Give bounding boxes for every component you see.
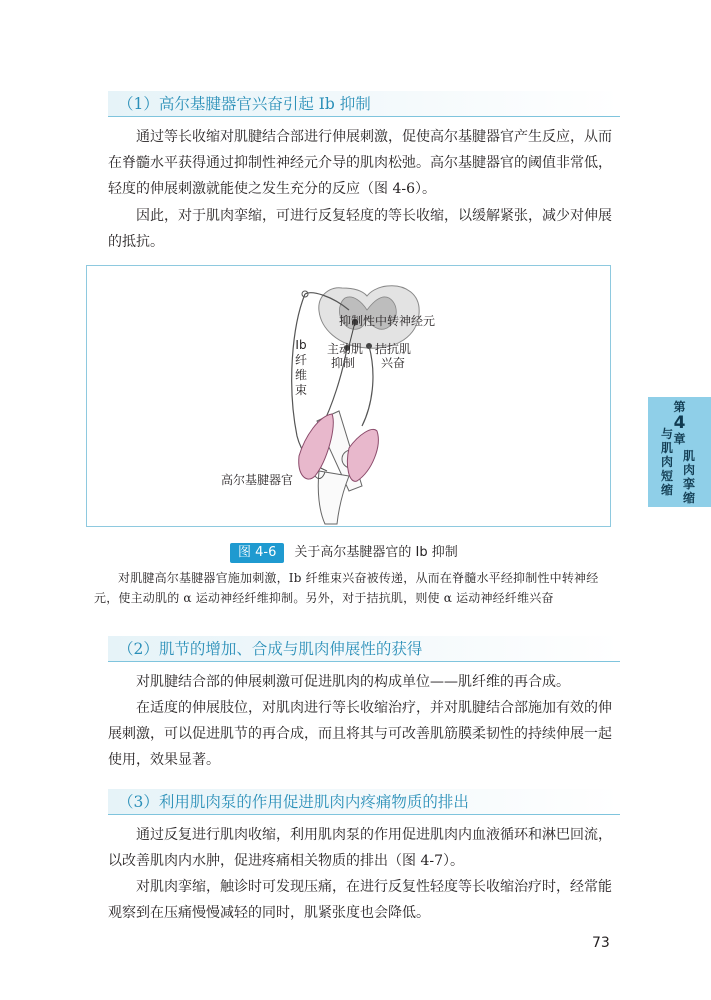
caption-tag: 图 4-6 — [230, 543, 284, 563]
section3-para2: 对肌肉挛缩，触诊时可发现压痛，在进行反复性轻度等长收缩治疗时，经常能观察到在压痛慢慢减轻的同时，肌紧张度也会降低。 — [108, 879, 612, 921]
caption-title: 关于高尔基腱器官的 Ib 抑制 — [294, 545, 458, 560]
antagonist-nerve — [362, 346, 373, 426]
figure-4-6 — [86, 265, 611, 527]
page-number: 73 — [592, 935, 610, 951]
section3-para1: 通过反复进行肌肉收缩，利用肌肉泵的作用促进肌肉内血液循环和淋巴回流，以改善肌肉内水肿，促进疼痛相关物质的排出（图 4-7）。 — [108, 827, 612, 869]
label-antagonist-2: 兴奋 — [381, 356, 406, 370]
label-agonist-2: 抑制 — [331, 356, 356, 370]
label-ib-fiber: Ib纤维束 — [294, 338, 307, 397]
section1-para1: 通过等长收缩对肌腱结合部进行伸展刺激，促使高尔基腱器官产生反应，从而在脊髓水平获得通过抑制性神经元介导的肌肉松弛。高尔基腱器官的阈值非常低，轻度的伸展刺激就能使之发生充分的反应（图 4-6）。 — [108, 129, 612, 197]
chapter-title-left: 与肌肉短缩 — [660, 427, 673, 497]
antagonist-muscle — [347, 430, 378, 482]
label-agonist-1: 主动肌 — [327, 342, 364, 356]
bone-lower — [318, 471, 349, 524]
section1-heading: （1）高尔基腱器官兴奋引起 Ib 抑制 — [108, 91, 620, 117]
label-interneuron: 抑制性中转神经元 — [339, 314, 436, 328]
section2-para2: 在适度的伸展肢位，对肌肉进行等长收缩治疗，并对肌腱结合部施加有效的伸展刺激，可以促进肌节的再合成，而且将其与可改善肌筋膜柔韧性的持续伸展一起使用，效果显著。 — [108, 700, 612, 768]
section2-para1: 对肌腱结合部的伸展刺激可促进肌肉的构成单位——肌纤维的再合成。 — [136, 674, 570, 690]
chapter-side-tab — [648, 397, 711, 507]
caption-description: 对肌腱高尔基腱器官施加刺激，Ib 纤维束兴奋被传递，从而在脊髓水平经抑制性中转神经元，使主动肌的 α 运动神经纤维抑制。另外，对于拮抗肌，则使 α 运动神经纤维兴奋 — [94, 571, 599, 605]
chapter-title-right: 肌肉挛缩 — [682, 449, 695, 505]
figure-caption — [230, 543, 458, 563]
agonist-muscle — [299, 414, 334, 479]
section2-heading: （2）肌节的增加、合成与肌肉伸展性的获得 — [108, 636, 620, 662]
section3-heading: （3）利用肌肉泵的作用促进肌肉内疼痛物质的排出 — [108, 789, 620, 815]
chapter-number: 第 4 章 — [673, 400, 686, 446]
label-antagonist-1: 拮抗肌 — [375, 342, 412, 356]
section1-para2: 因此，对于肌肉挛缩，可进行反复轻度的等长收缩，以缓解紧张，减少对伸展的抵抗。 — [108, 208, 612, 250]
label-golgi: 高尔基腱器官 — [221, 473, 294, 487]
figure-illustration — [87, 266, 610, 526]
